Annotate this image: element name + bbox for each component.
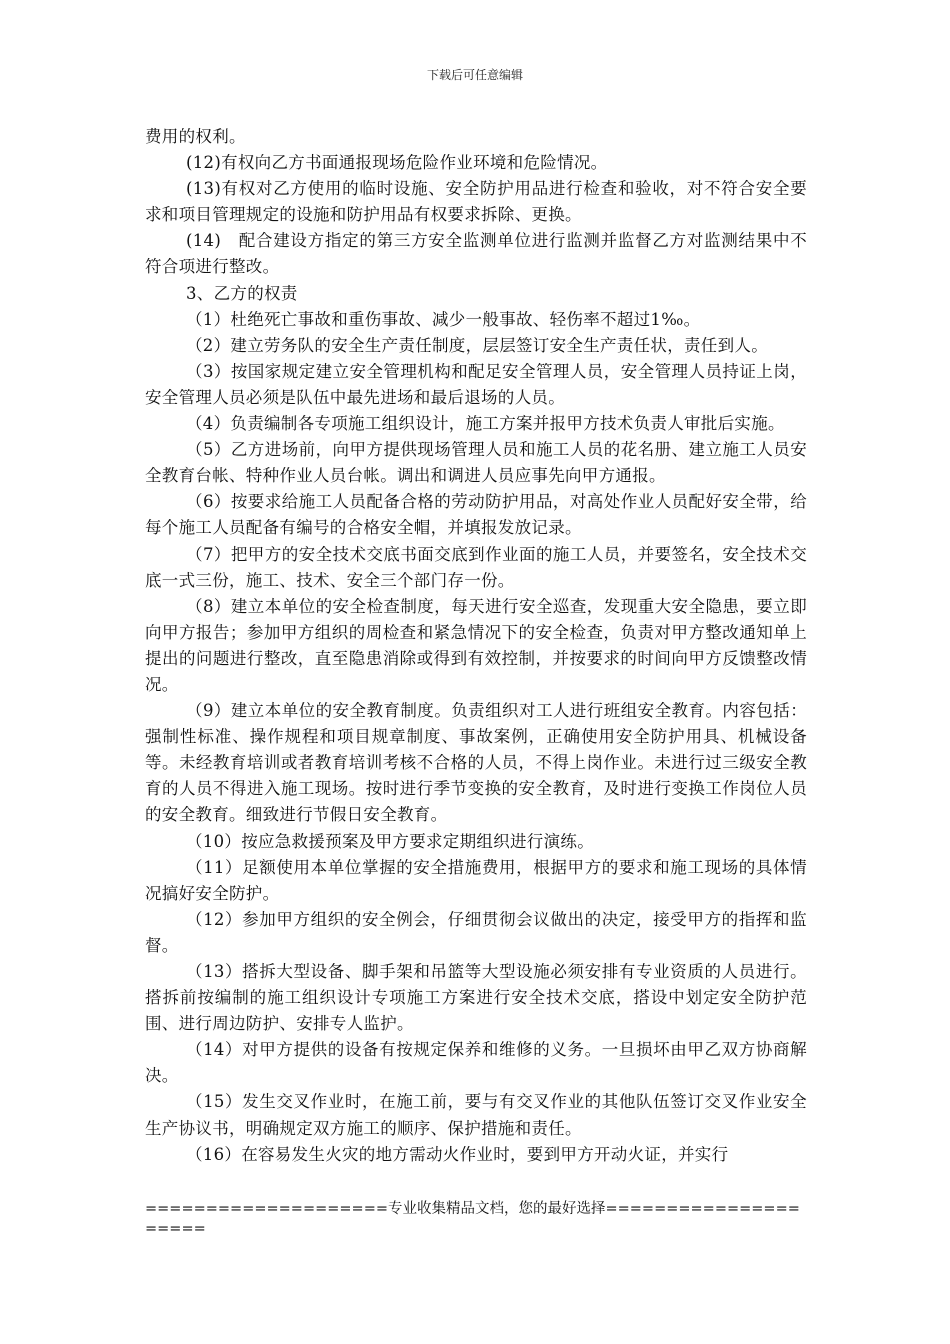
paragraph: （3）按国家规定建立安全管理机构和配足安全管理人员，安全管理人员持证上岗，安全管理人员必须是队伍中最先进场和最后退场的人员。 bbox=[145, 361, 807, 407]
paragraph: 费用的权利。 bbox=[145, 127, 246, 146]
document-body bbox=[145, 124, 807, 1168]
paragraph: （4）负责编制各专项施工组织设计，施工方案并报甲方技术负责人审批后实施。 bbox=[186, 414, 785, 434]
paragraph: (13)有权对乙方使用的临时设施、安全防护用品进行检查和验收，对不符合安全要求和项目管理规定的设施和防护用品有权要求拆除、更换。 bbox=[145, 179, 807, 225]
page-footer bbox=[145, 1199, 810, 1239]
paragraph: （16）在容易发生火灾的地方需动火作业时，要到甲方开动火证，并实行 bbox=[186, 1144, 729, 1164]
paragraph: (14) 配合建设方指定的第三方安全监测单位进行监测并监督乙方对监测结果中不符合项进行整改。 bbox=[145, 231, 807, 277]
paragraph: （5）乙方进场前，向甲方提供现场管理人员和施工人员的花名册、建立施工人员安全教育台帐、特种作业人员台帐。调出和调进人员应事先向甲方通报。 bbox=[145, 440, 807, 486]
paragraph: （11）足额使用本单位掌握的安全措施费用，根据甲方的要求和施工现场的具体情况搞好安全防护。 bbox=[145, 857, 807, 903]
paragraph: （9）建立本单位的安全教育制度。负责组织对工人进行班组安全教育。内容包括：强制性标准、操作规程和项目规章制度、事故案例，正确使用安全防护用具、机械设备等。未经教育培训或者教育培训考核不合格的人员，不得上岗作业。未进行过三级安全教育的人员不得进入施工现场。按时进行季节变换的安全教育，及时进行变换工作岗位人员的安全教育。细致进行节假日安全教育。 bbox=[145, 701, 807, 825]
paragraph: （2）建立劳务队的安全生产责任制度，层层签订安全生产责任状，责任到人。 bbox=[186, 335, 768, 355]
paragraph: （12）参加甲方组织的安全例会，仔细贯彻会议做出的决定，接受甲方的指挥和监督。 bbox=[145, 909, 807, 955]
paragraph: （8）建立本单位的安全检查制度，每天进行安全巡查，发现重大安全隐患，要立即向甲方报告；参加甲方组织的周检查和紧急情况下的安全检查，负责对甲方整改通知单上提出的问题进行整改，直至隐患消除或得到有效控制，并按要求的时间向甲方反馈整改情况。 bbox=[145, 596, 807, 694]
paragraph: 3、乙方的权责 bbox=[186, 283, 298, 303]
paragraph: （14）对甲方提供的设备有按规定保养和维修的义务。一旦损坏由甲乙双方协商解决。 bbox=[145, 1040, 807, 1086]
paragraph: （1）杜绝死亡事故和重伤事故、减少一般事故、轻伤率不超过1‰。 bbox=[186, 309, 701, 329]
paragraph: （7）把甲方的安全技术交底书面交底到作业面的施工人员，并要签名，安全技术交底一式三份，施工、技术、安全三个部门存一份。 bbox=[145, 544, 807, 590]
page-header: 下载后可任意编辑 bbox=[426, 68, 523, 82]
paragraph: （15）发生交叉作业时，在施工前，要与有交叉作业的其他队伍签订交叉作业安全生产协议书，明确规定双方施工的顺序、保护措施和责任。 bbox=[145, 1092, 807, 1138]
paragraph: （13）搭拆大型设备、脚手架和吊篮等大型设施必须安排有专业资质的人员进行。搭拆前按编制的施工组织设计专项施工方案进行安全技术交底，搭设中划定安全防护范围、进行周边防护、安排专人监护。 bbox=[145, 962, 807, 1034]
paragraph: （6）按要求给施工人员配备合格的劳动防护用品，对高处作业人员配好安全带，给每个施工人员配备有编号的合格安全帽，并填报发放记录。 bbox=[145, 492, 807, 538]
paragraph: (12)有权向乙方书面通报现场危险作业环境和危险情况。 bbox=[186, 153, 608, 173]
footer-text: ====================专业收集精品文档，您的最好选择===================== bbox=[145, 1201, 800, 1237]
paragraph: （10）按应急救援预案及甲方要求定期组织进行演练。 bbox=[186, 831, 594, 851]
